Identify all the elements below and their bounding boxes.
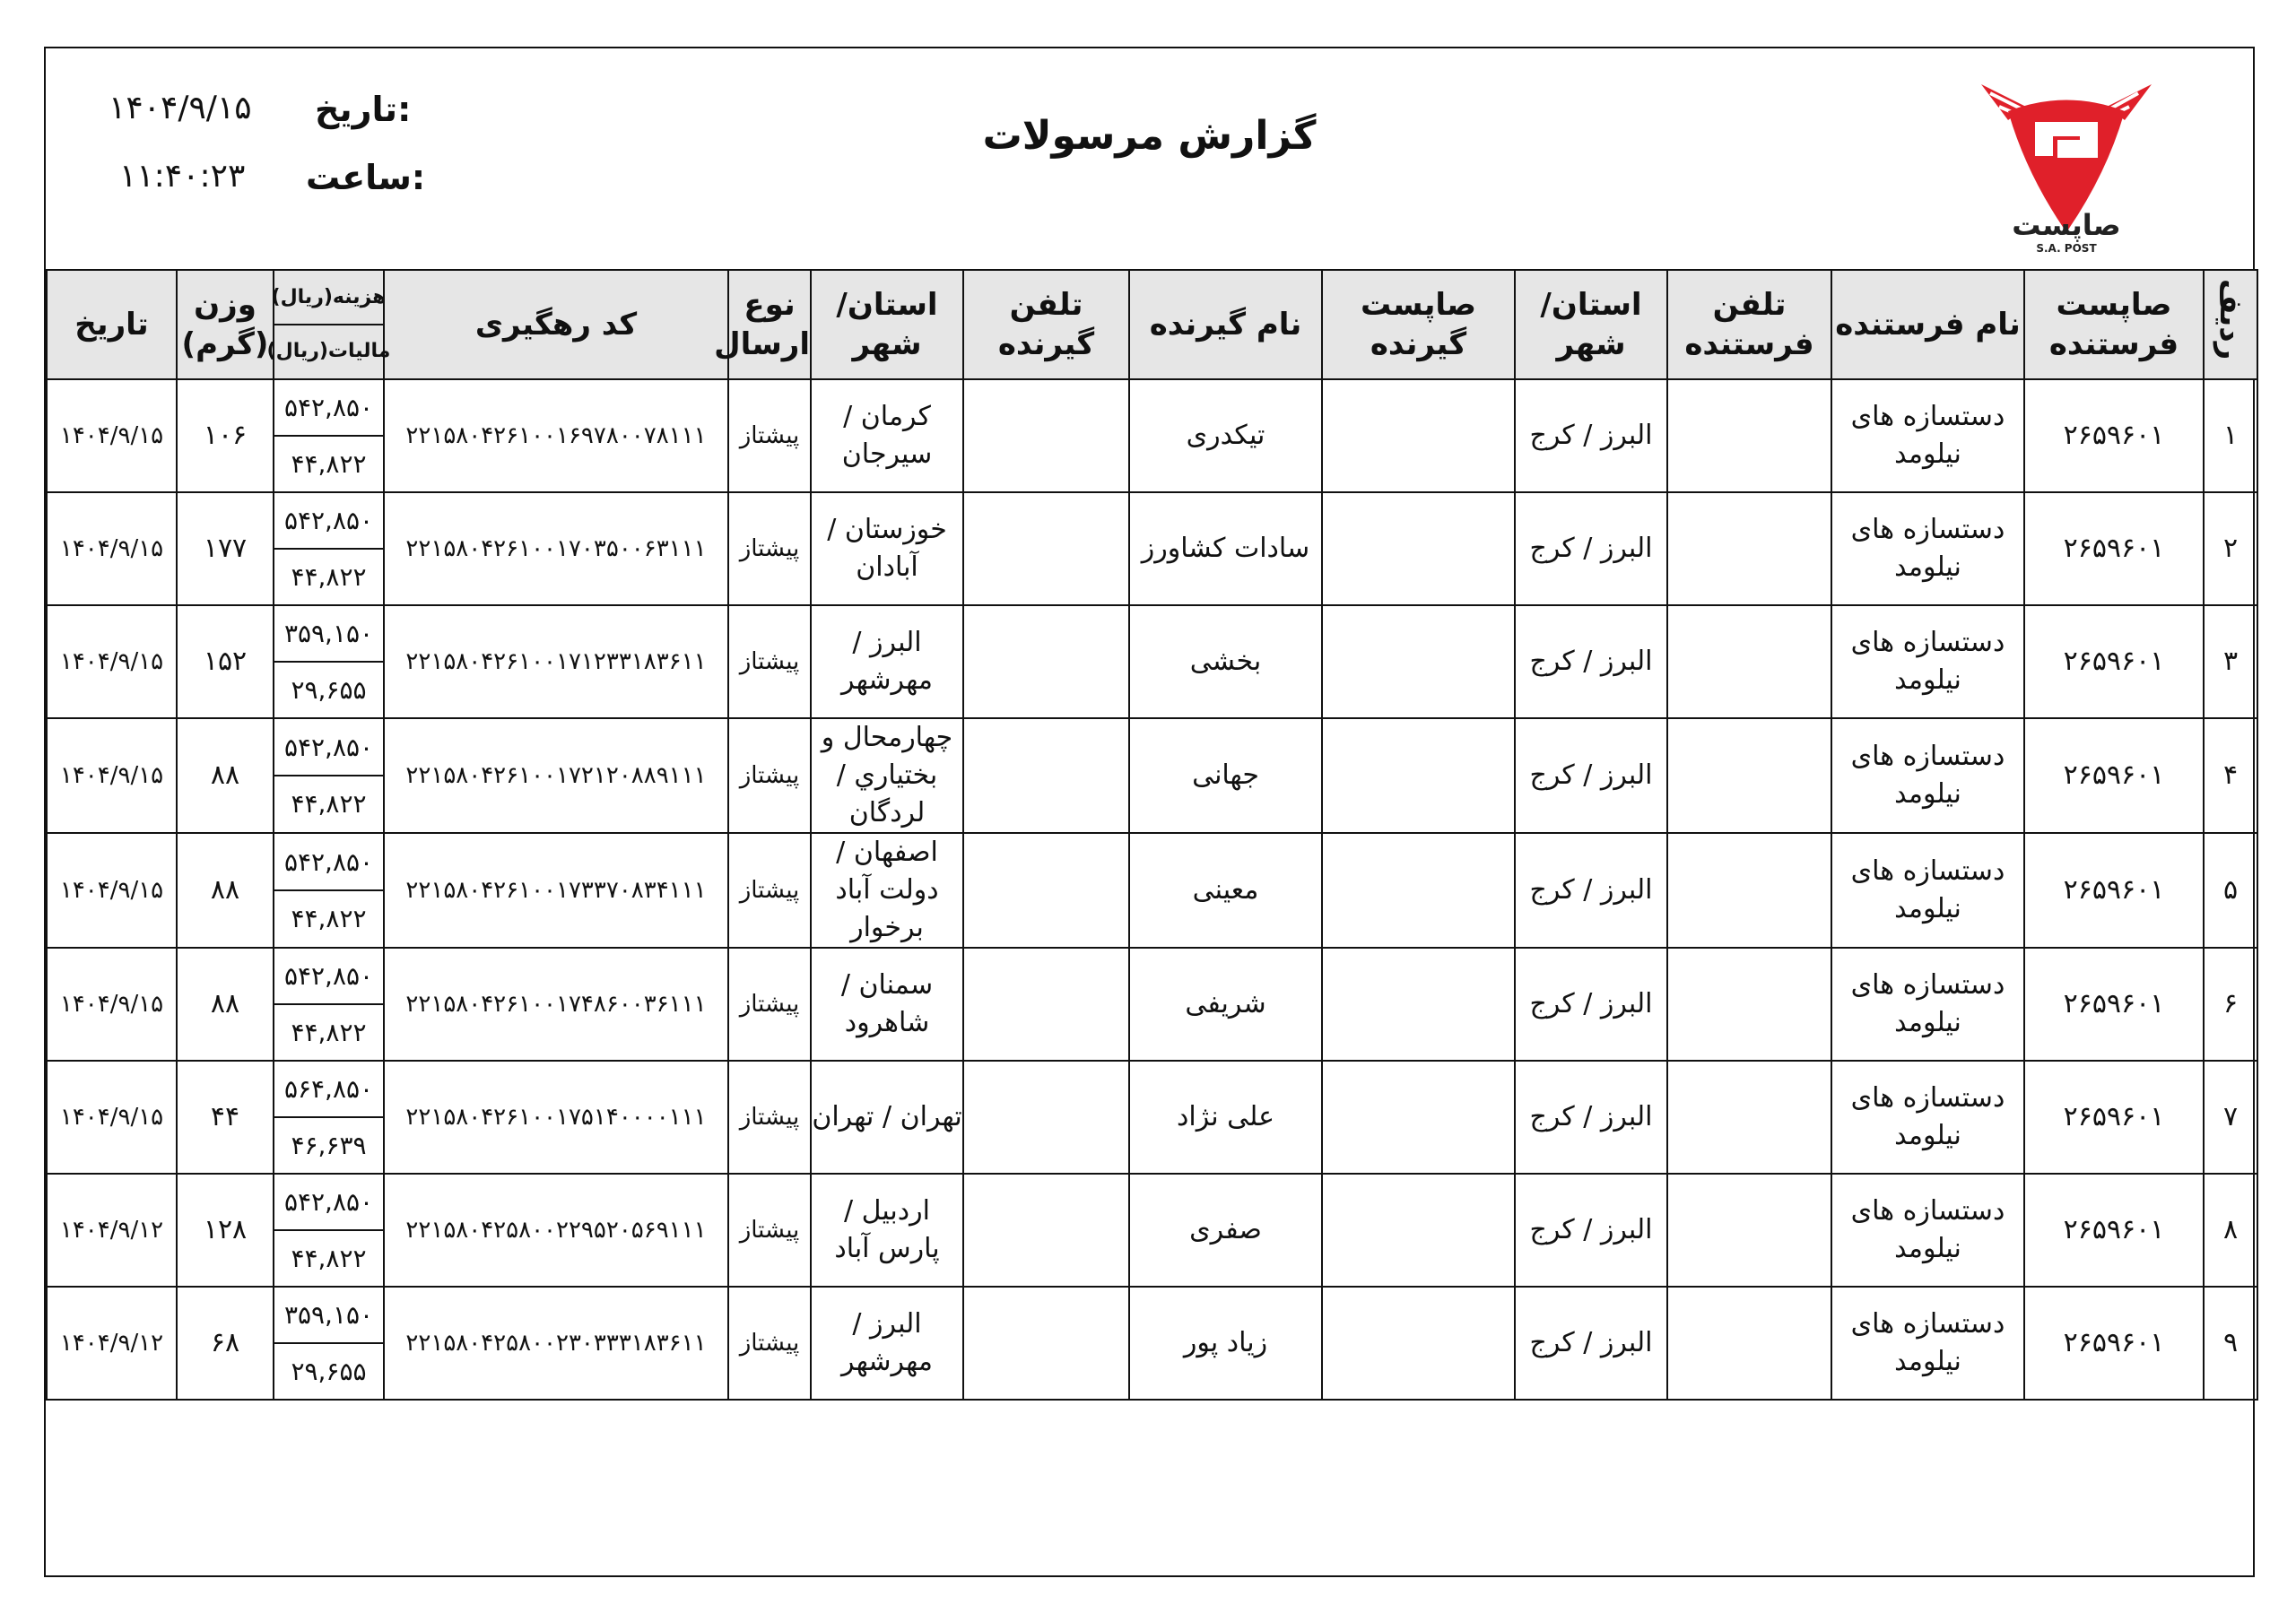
cell-tax: ۴۴,۸۲۲ [291,1243,367,1273]
cell-sender-name: دستسازه های نیلومد [1831,948,2024,1061]
cell-sender-phone [1667,605,1831,718]
cell-sender-phone [1667,379,1831,492]
cell-sender-name: دستسازه های نیلومد [1831,1174,2024,1287]
cell-tracking: ۲۲۱۵۸۰۴۲۶۱۰۰۱۷۱۲۳۳۱۸۳۶۱۱ [384,605,728,718]
cell-receiver-name: شریفی [1129,948,1322,1061]
cell-receiver-city: البرز / مهرشهر [811,605,963,718]
cell-sender-city: البرز / کرج [1515,1061,1667,1174]
cell-receiver-name: تیکدری [1129,379,1322,492]
cell-sender-sapost: ۲۶۵۹۶۰۱ [2024,1287,2204,1400]
cell-receiver-sapost [1322,605,1515,718]
header-send-type: نوع ارسال [728,270,811,379]
table-body [47,379,2257,1400]
cell-tax: ۲۹,۶۵۵ [291,1356,367,1386]
cell-cost-tax [274,1287,384,1400]
cell-receiver-city: اصفهان / دولت آباد برخوار [811,833,963,948]
time-label: ساعت: [306,158,426,197]
cell-receiver-sapost [1322,1061,1515,1174]
cell-cost-tax [274,379,384,492]
cell-sender-name: دستسازه های نیلومد [1831,1061,2024,1174]
cell-weight: ۸۸ [177,718,274,833]
cell-send-type: پیشتاز [728,718,811,833]
cell-tax: ۴۶,۶۳۹ [291,1130,367,1160]
cell-sender-phone [1667,833,1831,948]
cell-receiver-phone [963,718,1129,833]
header-receiver-name: نام گیرنده [1129,270,1322,379]
header-receiver-sapost: صاپست گیرنده [1322,270,1515,379]
cell-tax: ۴۴,۸۲۲ [291,788,367,819]
cell-row-no: ۲ [2204,492,2257,605]
cell-weight: ۱۵۲ [177,605,274,718]
cell-sender-city: البرز / کرج [1515,605,1667,718]
cell-cost-tax [274,948,384,1061]
cell-row-no: ۳ [2204,605,2257,718]
cell-tracking: ۲۲۱۵۸۰۴۲۵۸۰۰۲۲۹۵۲۰۵۶۹۱۱۱ [384,1174,728,1287]
cell-cost-tax [274,605,384,718]
table-row [47,605,2257,718]
cell-sender-phone [1667,718,1831,833]
cell-date: ۱۴۰۴/۹/۱۵ [47,948,177,1061]
cell-tax: ۴۴,۸۲۲ [291,903,367,933]
cell-receiver-name: سادات کشاورز [1129,492,1322,605]
table-row [47,718,2257,833]
cell-sender-phone [1667,1174,1831,1287]
cell-receiver-city: البرز / مهرشهر [811,1287,963,1400]
cell-sender-phone [1667,948,1831,1061]
cell-weight: ۶۸ [177,1287,274,1400]
cell-tracking: ۲۲۱۵۸۰۴۲۶۱۰۰۱۷۵۱۴۰۰۰۰۱۱۱ [384,1061,728,1174]
cell-receiver-phone [963,492,1129,605]
cell-sender-name: دستسازه های نیلومد [1831,379,2024,492]
cell-receiver-city: خوزستان / آبادان [811,492,963,605]
logo-brand-text: صاپست [2012,208,2121,242]
cell-tracking: ۲۲۱۵۸۰۴۲۶۱۰۰۱۶۹۷۸۰۰۷۸۱۱۱ [384,379,728,492]
cell-weight: ۸۸ [177,948,274,1061]
cell-sender-sapost: ۲۶۵۹۶۰۱ [2024,379,2204,492]
cell-sender-sapost: ۲۶۵۹۶۰۱ [2024,1061,2204,1174]
header-sender-city: استان/ شهر [1515,270,1667,379]
cell-receiver-city: چهارمحال و بختياري / لردگان [811,718,963,833]
cell-receiver-phone [963,948,1129,1061]
cell-cost-tax [274,492,384,605]
cell-receiver-name: جهانی [1129,718,1322,833]
cell-date: ۱۴۰۴/۹/۱۵ [47,605,177,718]
cell-receiver-city: تهران / تهران [811,1061,963,1174]
table-row [47,833,2257,948]
header-receiver-phone: تلفن گیرنده [963,270,1129,379]
cell-date: ۱۴۰۴/۹/۱۵ [47,833,177,948]
cell-row-no: ۴ [2204,718,2257,833]
cell-date: ۱۴۰۴/۹/۱۵ [47,718,177,833]
cell-receiver-sapost [1322,492,1515,605]
cell-sender-phone [1667,1287,1831,1400]
cell-row-no: ۱ [2204,379,2257,492]
cell-sender-name: دستسازه های نیلومد [1831,1287,2024,1400]
cell-cost: ۵۶۴,۸۵۰ [274,1062,383,1118]
cell-sender-sapost: ۲۶۵۹۶۰۱ [2024,1174,2204,1287]
cell-sender-city: البرز / کرج [1515,492,1667,605]
cell-send-type: پیشتاز [728,492,811,605]
cell-weight: ۸۸ [177,833,274,948]
cell-receiver-city: اردبیل / پارس آباد [811,1174,963,1287]
cell-receiver-phone [963,1174,1129,1287]
cell-sender-name: دستسازه های نیلومد [1831,605,2024,718]
table-row [47,1061,2257,1174]
cell-send-type: پیشتاز [728,833,811,948]
cell-sender-city: البرز / کرج [1515,948,1667,1061]
header-receiver-city: استان/ شهر [811,270,963,379]
cell-send-type: پیشتاز [728,1061,811,1174]
cell-tax: ۴۴,۸۲۲ [291,448,367,479]
cell-sender-sapost: ۲۶۵۹۶۰۱ [2024,492,2204,605]
cell-weight: ۴۴ [177,1061,274,1174]
cell-receiver-sapost [1322,833,1515,948]
cell-date: ۱۴۰۴/۹/۱۲ [47,1174,177,1287]
cell-cost: ۵۴۲,۸۵۰ [274,835,383,891]
cell-receiver-name: معینی [1129,833,1322,948]
cell-sender-sapost: ۲۶۵۹۶۰۱ [2024,948,2204,1061]
cell-receiver-name: صفری [1129,1174,1322,1287]
cell-sender-city: البرز / کرج [1515,1174,1667,1287]
cell-cost-tax [274,1174,384,1287]
cell-sender-city: البرز / کرج [1515,1287,1667,1400]
cell-cost-tax [274,1061,384,1174]
cell-cost: ۵۴۲,۸۵۰ [274,949,383,1005]
cell-tracking: ۲۲۱۵۸۰۴۲۶۱۰۰۱۷۴۸۶۰۰۳۶۱۱۱ [384,948,728,1061]
cell-date: ۱۴۰۴/۹/۱۵ [47,1061,177,1174]
cell-weight: ۱۷۷ [177,492,274,605]
cell-cost: ۵۴۲,۸۵۰ [274,720,383,776]
date-value: ۱۴۰۴/۹/۱۵ [109,90,252,126]
cell-receiver-city: سمنان / شاهرود [811,948,963,1061]
header-row-no: ردیف [2204,270,2257,379]
cell-sender-phone [1667,1061,1831,1174]
date-label: تاریخ: [315,90,412,129]
cell-sender-sapost: ۲۶۵۹۶۰۱ [2024,833,2204,948]
cell-weight: ۱۲۸ [177,1174,274,1287]
cell-receiver-name: بخشی [1129,605,1322,718]
cell-receiver-phone [963,1287,1129,1400]
report-title: گزارش مرسولات [982,113,1317,159]
cell-row-no: ۸ [2204,1174,2257,1287]
sapost-logo [1972,66,2161,259]
cell-send-type: پیشتاز [728,948,811,1061]
table-row [47,1287,2257,1400]
report-header [46,48,2253,269]
shipments-table [46,269,2258,1401]
header-cost: هزینه(ریال) [271,286,387,308]
cell-cost-tax [274,833,384,948]
cell-tax: ۴۴,۸۲۲ [291,1017,367,1047]
table-row [47,379,2257,492]
cell-row-no: ۹ [2204,1287,2257,1400]
cell-sender-city: البرز / کرج [1515,718,1667,833]
header-weight: وزن (گرم) [177,270,274,379]
header-sender-name: نام فرستنده [1831,270,2024,379]
cell-tracking: ۲۲۱۵۸۰۴۲۶۱۰۰۱۷۳۳۷۰۸۳۴۱۱۱ [384,833,728,948]
table-header-row [47,270,2257,379]
header-sender-phone: تلفن فرستنده [1667,270,1831,379]
cell-row-no: ۶ [2204,948,2257,1061]
cell-date: ۱۴۰۴/۹/۱۵ [47,492,177,605]
cell-receiver-sapost [1322,379,1515,492]
cell-row-no: ۵ [2204,833,2257,948]
cell-receiver-phone [963,833,1129,948]
cell-cost: ۵۴۲,۸۵۰ [274,1175,383,1231]
cell-tracking: ۲۲۱۵۸۰۴۲۵۸۰۰۲۳۰۳۳۳۱۸۳۶۱۱ [384,1287,728,1400]
cell-receiver-sapost [1322,718,1515,833]
cell-date: ۱۴۰۴/۹/۱۵ [47,379,177,492]
cell-tax: ۴۴,۸۲۲ [291,561,367,592]
cell-sender-city: البرز / کرج [1515,379,1667,492]
cell-receiver-phone [963,605,1129,718]
table-row [47,1174,2257,1287]
cell-receiver-name: زیاد پور [1129,1287,1322,1400]
table-row [47,948,2257,1061]
cell-sender-city: البرز / کرج [1515,833,1667,948]
table-row [47,492,2257,605]
cell-sender-sapost: ۲۶۵۹۶۰۱ [2024,605,2204,718]
cell-cost: ۳۵۹,۱۵۰ [274,1288,383,1344]
cell-cost: ۵۴۲,۸۵۰ [274,493,383,550]
header-cost-tax [266,270,391,379]
cell-sender-name: دستسازه های نیلومد [1831,833,2024,948]
header-sender-sapost: صاپست فرستنده [2024,270,2204,379]
logo-sub-text: S.A. POST [2036,242,2097,255]
cell-date: ۱۴۰۴/۹/۱۲ [47,1287,177,1400]
cell-weight: ۱۰۶ [177,379,274,492]
cell-receiver-sapost [1322,1287,1515,1400]
cell-receiver-phone [963,379,1129,492]
cell-receiver-name: علی نژاد [1129,1061,1322,1174]
cell-cost-tax [274,718,384,833]
cell-row-no: ۷ [2204,1061,2257,1174]
cell-send-type: پیشتاز [728,605,811,718]
cell-sender-phone [1667,492,1831,605]
cell-sender-name: دستسازه های نیلومد [1831,718,2024,833]
header-date: تاریخ [47,270,177,379]
cell-sender-name: دستسازه های نیلومد [1831,492,2024,605]
cell-send-type: پیشتاز [728,1174,811,1287]
cell-sender-sapost: ۲۶۵۹۶۰۱ [2024,718,2204,833]
cell-receiver-city: کرمان / سیرجان [811,379,963,492]
cell-tracking: ۲۲۱۵۸۰۴۲۶۱۰۰۱۷۲۱۲۰۸۸۹۱۱۱ [384,718,728,833]
cell-receiver-sapost [1322,948,1515,1061]
cell-cost: ۵۴۲,۸۵۰ [274,380,383,437]
header-tax: مالیات(ریال) [266,340,391,362]
time-value: ۱۱:۴۰:۲۳ [119,158,246,195]
cell-send-type: پیشتاز [728,379,811,492]
cell-receiver-sapost [1322,1174,1515,1287]
report-frame [44,47,2255,1577]
cell-tax: ۲۹,۶۵۵ [291,674,367,705]
cell-cost: ۳۵۹,۱۵۰ [274,606,383,663]
cell-receiver-phone [963,1061,1129,1174]
header-tracking: کد رهگیری [384,270,728,379]
cell-tracking: ۲۲۱۵۸۰۴۲۶۱۰۰۱۷۰۳۵۰۰۶۳۱۱۱ [384,492,728,605]
cell-send-type: پیشتاز [728,1287,811,1400]
